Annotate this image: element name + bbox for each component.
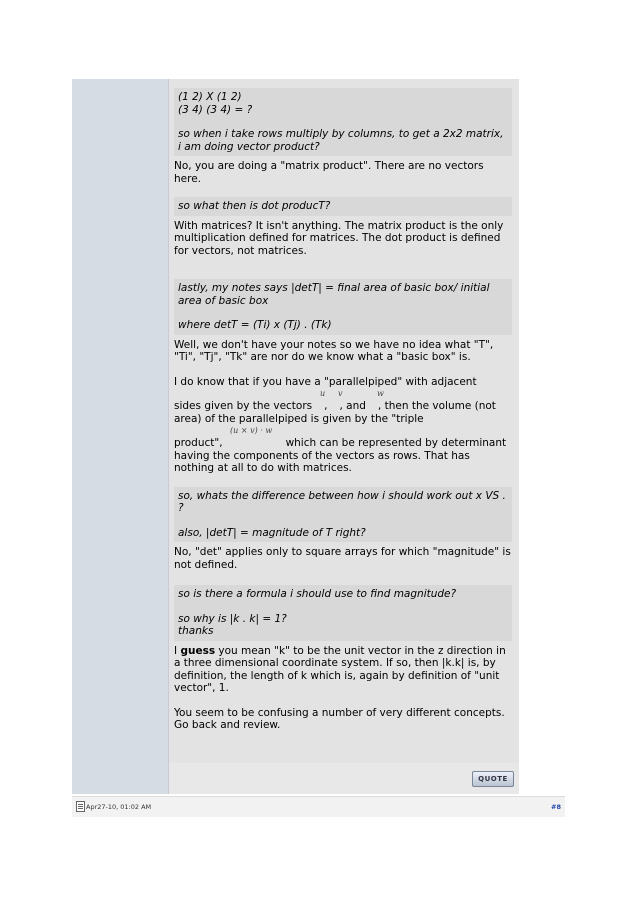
post-meta-bar <box>72 796 565 817</box>
post-content <box>174 88 512 744</box>
answer-text: With matrices? It isn't anything. The matrix product is the only multiplication defined for matrices. The dot product is defined for vectors, not matrices. <box>174 219 504 257</box>
quote-block-5 <box>174 585 512 641</box>
triple-product-formula: (u × v) · w <box>230 426 273 435</box>
action-bar-sidebar <box>72 763 169 794</box>
quote-text: lastly, my notes says |detT| = final area of basic box/ initial area of basic box <box>178 282 490 307</box>
post-body <box>72 79 519 794</box>
quote-button[interactable]: QUOTE <box>472 771 514 787</box>
post-number-link[interactable]: #8 <box>551 803 561 811</box>
vector-w-symbol: w <box>377 389 384 398</box>
answer-fragment: , <box>324 400 328 412</box>
answer-fragment: product", <box>174 437 223 449</box>
vector-u-symbol: u <box>320 389 326 398</box>
answer-fragment: , and <box>339 400 366 412</box>
quote-line: (1 2) X (1 2) <box>178 91 242 103</box>
answer-fragment: which can be represented by determinant <box>285 437 507 449</box>
quote-text <box>178 91 508 116</box>
quote-block-3 <box>174 279 512 335</box>
answer-text: Well, we don't have your notes so we have no idea what "T", "Ti", "Tj", "Tk" are nor do we know what a "basic box" is. <box>174 338 494 363</box>
quote-text: so, whats the difference between how i should work out x VS . ? <box>178 489 506 514</box>
answer-fragment: , then the volume (not <box>377 400 496 412</box>
quote-text: also, |detT| = magnitude of T right? <box>178 526 366 539</box>
vector-symbols-row <box>174 388 512 400</box>
answer-line <box>174 437 512 450</box>
quote-block-1 <box>174 88 512 156</box>
answer-text: No, you are doing a "matrix product". There are no vectors here. <box>174 160 484 185</box>
quote-block-4 <box>174 487 512 543</box>
answer-line: having the components of the vectors as rows. That has nothing at all to do with matrices. <box>174 449 470 474</box>
post-action-bar <box>72 763 519 794</box>
answer-text: You seem to be confusing a number of very different concepts. Go back and review. <box>174 706 505 731</box>
answer-line: I do know that if you have a "parallelpiped" with adjacent <box>174 375 477 388</box>
quote-text: so what then is dot producT? <box>178 200 331 212</box>
vector-v-symbol: v <box>338 389 343 398</box>
post-document-icon <box>76 801 85 812</box>
answer-fragment: I <box>174 644 178 657</box>
answer-text <box>174 645 512 695</box>
quote-line: thanks <box>178 625 214 637</box>
answer-text: No, "det" applies only to square arrays for which "magnitude" is not defined. <box>174 546 511 571</box>
quote-text: so when i take rows multiply by columns, to get a 2x2 matrix, i am doing vector product? <box>178 128 504 153</box>
answer-line: area) of the parallelpiped is given by the "triple <box>174 412 424 425</box>
post-date: Apr27-10, 01:02 AM <box>86 803 152 811</box>
answer-math-paragraph <box>174 376 512 475</box>
quote-line: (3 4) (3 4) = ? <box>178 103 253 116</box>
quote-block-2 <box>174 197 512 216</box>
quote-text <box>178 613 508 638</box>
answer-fragment: you mean "k" to be the unit vector in the z direction in a three dimensional coordinate system. If so, then |k.k| is, by definition, the length of k which is, again by definition of "unit vector", 1. <box>174 644 506 694</box>
quote-line: so why is |k . k| = 1? <box>178 612 287 625</box>
quote-text: where detT = (Ti) x (Tj) . (Tk) <box>178 319 332 331</box>
emphasis-guess: guess <box>180 644 216 657</box>
answer-fragment: sides given by the vectors <box>174 400 313 412</box>
quote-text: so is there a formula i should use to find magnitude? <box>178 588 457 600</box>
triple-product-row <box>174 425 512 437</box>
answer-line <box>174 400 512 413</box>
user-sidebar <box>72 79 169 794</box>
